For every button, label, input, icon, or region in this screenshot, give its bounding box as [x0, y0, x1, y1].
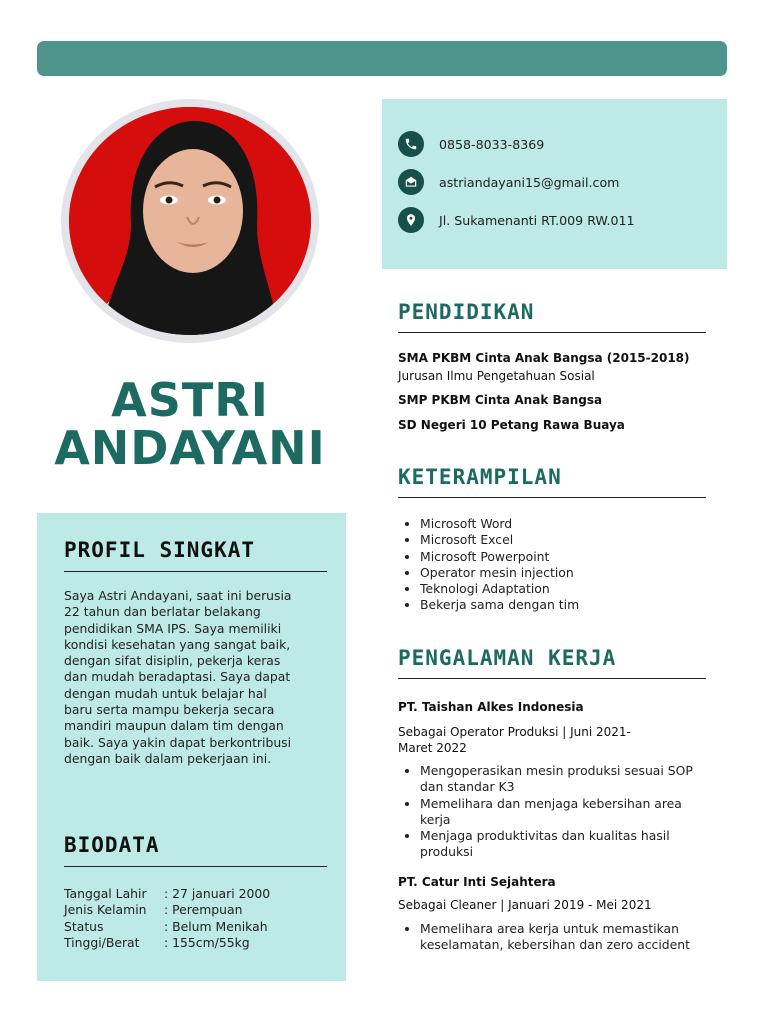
- header-bar: [37, 41, 727, 76]
- job-company: PT. Taishan Alkes Indonesia: [398, 700, 584, 714]
- biodata-key: Status: [64, 918, 104, 934]
- job-company: PT. Catur Inti Sejahtera: [398, 875, 556, 889]
- biodata-rule: [64, 866, 327, 867]
- edu-school: SMP PKBM Cinta Anak Bangsa: [398, 393, 603, 407]
- biodata-table: [64, 886, 270, 951]
- biodata-row: [64, 919, 270, 935]
- pengalaman-heading: PENGALAMAN KERJA: [398, 646, 617, 670]
- name-first: ASTRI: [111, 373, 269, 427]
- profil-text: Saya Astri Andayani, saat ini berusia 22 tahun dan berlatar belakang pendidikan SMA IPS. Saya memiliki kondisi kesehatan yang sangat baik, dengan sifat disiplin, pekerja keras dan mudah beradaptasi. Saya dapat dengan mudah untuk belajar hal baru serta mampu bekerja secara mandiri maupun dalam tim dengan baik. Saya yakin dapat berkontribusi dengan baik dalam pekerjaan ini.: [64, 588, 292, 766]
- job-role: Sebagai Cleaner | Januari 2019 - Mei 2021: [398, 898, 652, 912]
- list-item: • Memelihara area kerja untuk memastikan keselamatan, kebersihan dan zero accident: [420, 921, 710, 954]
- list-item: • Teknologi Adaptation: [420, 581, 579, 597]
- biodata-row: [64, 902, 270, 918]
- pendidikan-rule: [398, 332, 706, 333]
- email-text: astriandayani15@gmail.com: [439, 174, 620, 190]
- biodata-value: : Perempuan: [164, 902, 243, 918]
- list-item: • Mengoperasikan mesin produksi sesuai SOP dan standar K3: [420, 763, 710, 796]
- name-last: ANDAYANI: [54, 421, 326, 475]
- profile-photo: [69, 107, 311, 335]
- contact-email: [398, 169, 619, 195]
- skills-list: [398, 516, 579, 614]
- job-tasks: [398, 763, 710, 861]
- list-item: • Menjaga produktivitas dan kualitas hasil produksi: [420, 828, 710, 861]
- biodata-row: [64, 935, 270, 951]
- phone-text: 0858-8033-8369: [439, 136, 545, 152]
- edu-school: SMA PKBM Cinta Anak Bangsa (2015-2018): [398, 351, 690, 365]
- keterampilan-rule: [398, 497, 706, 498]
- profile-photo-frame: [61, 99, 319, 343]
- pengalaman-rule: [398, 678, 706, 679]
- job-role: Sebagai Operator Produksi | Juni 2021- Maret 2022: [398, 725, 631, 756]
- contact-address: [398, 207, 634, 233]
- profil-rule: [64, 571, 327, 572]
- biodata-key: Jenis Kelamin: [64, 902, 147, 918]
- biodata-value: : 27 januari 2000: [164, 886, 271, 901]
- edu-school: SD Negeri 10 Petang Rawa Buaya: [398, 418, 625, 432]
- list-item: • Operator mesin injection: [420, 565, 579, 581]
- phone-icon: [398, 131, 424, 157]
- biodata-heading: BIODATA: [64, 833, 160, 857]
- list-item: • Microsoft Word: [420, 516, 579, 532]
- contact-phone: [398, 131, 544, 157]
- list-item: • Memelihara dan menjaga kebersihan area kerja: [420, 796, 710, 829]
- biodata-key: Tinggi/Berat: [64, 934, 140, 950]
- address-text: Jl. Sukamenanti RT.009 RW.011: [439, 212, 635, 228]
- keterampilan-heading: KETERAMPILAN: [398, 465, 562, 489]
- biodata-value: : Belum Menikah: [164, 918, 268, 934]
- list-item: • Microsoft Excel: [420, 532, 579, 548]
- mail-icon: [398, 169, 424, 195]
- list-item: • Microsoft Powerpoint: [420, 549, 579, 565]
- biodata-key: Tanggal Lahir: [64, 886, 147, 901]
- biodata-row: [64, 886, 270, 902]
- biodata-value: : 155cm/55kg: [164, 934, 250, 950]
- location-pin-icon: [398, 207, 424, 233]
- list-item: • Bekerja sama dengan tim: [420, 597, 579, 613]
- pendidikan-heading: PENDIDIKAN: [398, 300, 535, 324]
- job-tasks: [398, 921, 710, 954]
- contact-panel: [382, 99, 727, 269]
- edu-detail: Jurusan Ilmu Pengetahuan Sosial: [398, 369, 595, 383]
- profil-heading: PROFIL SINGKAT: [64, 538, 256, 562]
